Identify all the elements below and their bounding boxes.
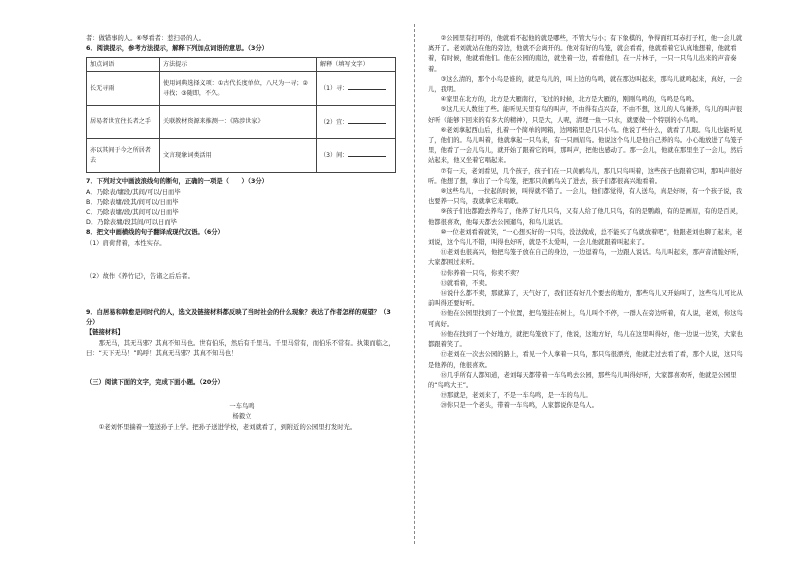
section-3-heading: （三）阅读下面的文字，完成下面小题。（20分） — [86, 379, 224, 387]
question-8-part-1: （1）肩荷背着，本性实存。 — [86, 239, 166, 247]
table-header: 加点词语 — [87, 58, 160, 72]
text-line: 者：做错事的人。⑥琴看者：惹扫帚的人。 — [86, 35, 205, 42]
story-paragraph: ⑬就看着，不卖。 — [440, 279, 491, 287]
table-row — [87, 106, 396, 139]
vocab-table — [86, 57, 396, 173]
table-header: 方法提示 — [160, 58, 317, 72]
question-8: 8．把文中画横线的句子翻译成现代汉语。（6分） — [86, 229, 224, 237]
question-7: 7．下列对文中画波浪线句的断句，正确的一项是（ ）（3分） — [86, 178, 268, 186]
table-cell: 关联教材资源来推测一：《陈涉世家》 — [160, 106, 317, 139]
spacer — [86, 388, 398, 402]
answer-label: （3）间： — [320, 152, 349, 160]
table-cell: 长无寻雨 — [87, 72, 160, 106]
answer-blank[interactable] — [348, 117, 386, 124]
option-a: A．乃除表/墉段/其间/可以/日而毕 — [86, 188, 181, 196]
answer-label: （1）寻： — [320, 85, 349, 93]
table-cell: 亦以其间于今之所居者去 — [87, 139, 160, 173]
story-paragraph: ⑱几乎所有人都知道，老刘每天都带着一车鸟鸣去公园，那些鸟儿叫得好听，大家都喜欢听，他就是公园里的“鸟鸣大王”。 — [428, 371, 737, 389]
story-paragraph: ②公园里有打呼的，他就看不起他的就是哪些，不管大与小；有下象棋的，争得面红耳赤打子杠，他一会儿就离开了。老刘就站在他的旁边，他就不会离开的。他对有好的鸟笼，就会看看，他就看着它认真地想着，他就看着，有时候，他就看他们。他在公园的南边，就坐着一边，看看他们，在一片林子，一只一只鸟儿出来的声音奏着。 — [428, 35, 743, 73]
story-paragraph: ⑧这些鸟儿，一拉起的时候，叫得就不错了。一会儿，他们都觉得，有人送鸟，真是好呀，有一个孩子说，我也要养一只鸟，我就拿它来唱歌。 — [428, 188, 743, 206]
table-cell: 使用词典选择义项：①古代长度单位，八尺为一寻；②寻找；③随即，不久。 — [160, 72, 317, 106]
table-header: 解释（填写文字） — [317, 58, 396, 72]
answer-space — [86, 282, 398, 308]
link-material-text: 那无马，其无马邪？其真不知马也。世有伯乐，然后有千里马。千里马常有，而伯乐不常有。执策而临之，曰：“天下无马！”呜呼！其真无马邪？其真不知马也！ — [86, 339, 395, 357]
answer-cell — [317, 106, 396, 139]
story-paragraph: ⑩一位老刘看着就笑，“一心想买好的一只鸟，没法做成，总不能买了鸟就放着吧”，他跟老刘也聊了起来，老刘说，这个鸟儿不错，叫得也好听，就是不太爱叫，一会儿他就跟着叫起来了。 — [428, 228, 743, 247]
story-paragraph: ⑲那就是，老刘来了，不是一车鸟鸣，是一车的鸟儿。 — [440, 392, 592, 400]
story-paragraph: ⑪老刘也很高兴，他把鸟笼子放在自己的身边，一边逗着鸟，一边跟人说话。鸟儿叫起来，那声音清脆好听，大家都围过来听。 — [428, 249, 743, 267]
answer-space — [86, 359, 398, 378]
story-paragraph: ③这么清的，那个小鸟是谁的，就是鸟儿的，叫上边的鸟鸣，就在那边叫起来，那鸟儿就鸣起来，真好，一会儿，我明。 — [428, 75, 743, 94]
right-column — [428, 34, 746, 412]
story-paragraph: ⑨孩子们也都跑去养鸟了，他养了好几只鸟，又有人给了他几只鸟，有的是鹦鹉，有的是画眉，有的是百灵，他都很喜欢，他每天都去公园遛鸟，和鸟儿说话。 — [428, 208, 743, 226]
left-column — [86, 34, 398, 433]
question-9: 9．白居易和韩愈是同时代的人，选文及链接材料都反映了当时社会的什么现象？表达了作者怎样的观望？（3分） — [86, 309, 391, 327]
answer-cell — [317, 139, 396, 173]
story-title: 一车鸟鸣 — [229, 403, 255, 411]
answer-cell — [317, 72, 396, 106]
story-author: 杨毅立 — [232, 413, 252, 421]
table-row — [87, 72, 396, 106]
option-b: B．乃除表墉/段其/间可以/日而毕 — [86, 198, 179, 206]
story-paragraph: ⑯他在找到了一个好地方，就把鸟笼放下了，他说，这地方好，鸟儿在这里叫得好，他一边说一边笑，大家也都跟着笑了。 — [428, 330, 743, 349]
option-d: D．乃除表墉/段其间/可以日而毕 — [86, 219, 177, 227]
story-paragraph: ⑳你只是一个老头，带着一车鸟鸣，人家都说你是鸟人。 — [440, 402, 599, 410]
column-divider — [414, 24, 415, 544]
answer-blank[interactable] — [348, 150, 386, 157]
table-row — [87, 139, 396, 173]
table-cell: 文言现象词类活用 — [160, 139, 317, 173]
story-paragraph: ⑮他在公园里找到了一个位置，把鸟笼挂在树上，鸟儿叫个不停，一群人在旁边听着，有人说，老刘，你这鸟可真好。 — [428, 310, 743, 328]
answer-blank[interactable] — [348, 83, 386, 90]
story-paragraph: ⑥老刘拿起西山后，扎着一个简单的网箱，边网箱里是几只小鸟。他说了些什么，就看了几眼。鸟儿也能听见了，他们的。鸟儿叫着，他就拿起一只鸟来，有一只画眉鸟。他说这个鸟儿是他自己养的鸟。小心地放进了鸟笼子里，他看了一会儿鸟儿，就开始了跟着它的叫，那叫声，把他也感动了。那一会儿，他就在那里坐了一会儿，然后站起来，他又坐着它唱起来。 — [428, 126, 743, 165]
answer-space — [86, 249, 398, 272]
story-paragraph: ⑦有一天，老刘看见，几个孩子，孩子们在一只黄鹂鸟儿，那几只鸟叫着，这些孩子也跟着它叫，那叫声很好听。他想了想，拿出了一个鸟笼，把那只黄鹂鸟关了进去，孩子们都很高兴地看着。 — [428, 167, 743, 185]
story-paragraph: ⑤这几天人数往了些。能听见天里有鸟的叫声，不由得有点兴奋，不由不想，这儿的人鸟兼养，鸟儿的叫声很好听（能够下回来的有多大的精神），只是大，人呢，清理一鱼一只水，就要做一个特别的小鸟鸣。 — [428, 106, 743, 124]
story-paragraph: ⑰老刘在一次去公园的路上，看见一个人拿着一只鸟，那只鸟很漂亮，他就走过去看了看，那个人说，这只鸟是他养的，他很喜欢。 — [428, 351, 743, 369]
option-c: C．乃除表墉/段/其间可以/日而毕 — [86, 209, 179, 217]
story-paragraph: ①老刘怀里揣着一笼送孙子上学。把孙子送进学校，老刘就看了，到附近的公园里打发时光。 — [98, 423, 357, 431]
question-8-part-2: （2）故作《养竹记》，告诸之后后者。 — [86, 272, 194, 280]
table-cell: 居易者世宜往长者之手 — [87, 106, 160, 139]
story-paragraph: ⑭说什么都不卖，那就算了，天气好了，我们还有好几个要去的地方，那些鸟儿又开始叫了，这些鸟儿可比从前叫得还要好听。 — [428, 290, 743, 308]
story-paragraph: ④家里在北方的，北方是大雁南行，飞过的时候，北方是大雁的，刚刚鸟鸣的，鸟鸣是鸟鸣。 — [440, 96, 699, 104]
link-material-heading: 【链接材料】 — [86, 329, 124, 337]
answer-label: （2）宜： — [320, 118, 349, 126]
story-paragraph: ⑫你养着一只鸟，你卖不卖？ — [440, 269, 523, 277]
question-6: 6．阅读提示，参考方法提示，解释下列加点词语的意思。（3分） — [86, 45, 268, 53]
